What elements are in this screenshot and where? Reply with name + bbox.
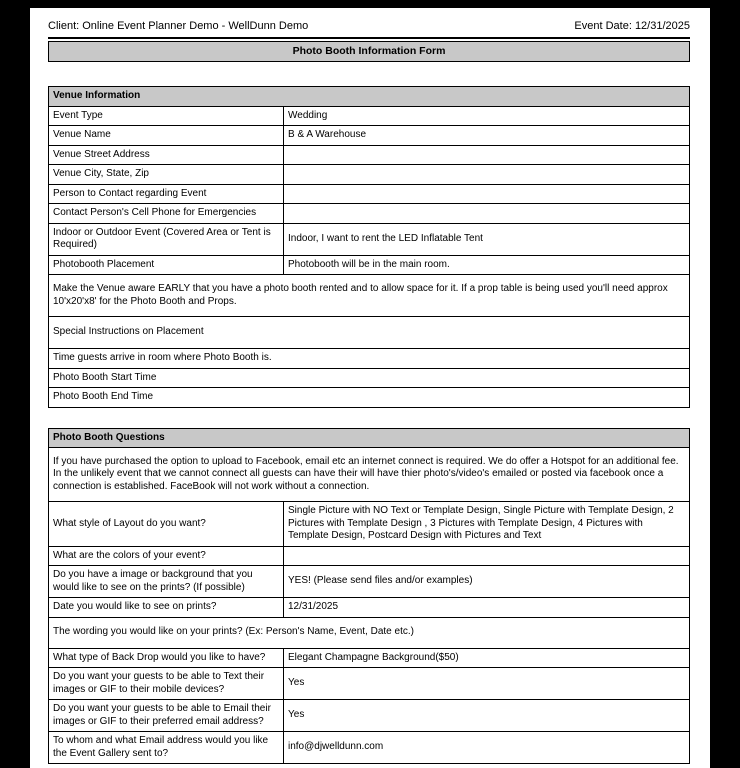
table-row bbox=[49, 566, 690, 598]
field-value: Yes bbox=[284, 700, 690, 732]
table-note-row bbox=[49, 448, 690, 502]
table-row bbox=[49, 255, 690, 275]
photo-booth-questions-table bbox=[48, 428, 690, 765]
note-text: If you have purchased the option to upload to Facebook, email etc an internet connect is required. We do offer a Hotspot for an additional fee. In the unlikely event that we cannot connect all guests can have their will have thier photo's/video's emailed or posted via facebook once a connection is established. FaceBook will not work without a connection. bbox=[49, 448, 690, 502]
table-row bbox=[49, 145, 690, 165]
table-note-row bbox=[49, 275, 690, 317]
field-label: Venue Name bbox=[49, 126, 284, 146]
field-label: Indoor or Outdoor Event (Covered Area or Tent is Required) bbox=[49, 223, 284, 255]
table-row bbox=[49, 223, 690, 255]
client-label: Client: Online Event Planner Demo - WellDunn Demo bbox=[48, 20, 309, 32]
field-label: Venue Street Address bbox=[49, 145, 284, 165]
field-value bbox=[284, 204, 690, 224]
table-row bbox=[49, 732, 690, 764]
table-row bbox=[49, 106, 690, 126]
table-section-header-row bbox=[49, 87, 690, 107]
field-label: Person to Contact regarding Event bbox=[49, 184, 284, 204]
field-value: Single Picture with NO Text or Template Design, Single Picture with Template Design, 2 Pictures with Template Design , 3 Pictures with Template Design, 4 Pictures with Template Design, Postcard Design with Pictures and Text bbox=[284, 502, 690, 547]
table-row bbox=[49, 668, 690, 700]
field-value: YES! (Please send files and/or examples) bbox=[284, 566, 690, 598]
field-value bbox=[284, 165, 690, 185]
table-row bbox=[49, 546, 690, 566]
field-label: Do you have a image or background that you would like to see on the prints? (If possible) bbox=[49, 566, 284, 598]
table-row bbox=[49, 126, 690, 146]
field-value: Photobooth will be in the main room. bbox=[284, 255, 690, 275]
spacer bbox=[48, 408, 690, 428]
section-title: Venue Information bbox=[49, 87, 690, 107]
note-text: Make the Venue aware EARLY that you have a photo booth rented and to allow space for it. If a prop table is being used you'll need approx 10'x20'x8' for the Photo Booth and Props. bbox=[49, 275, 690, 317]
spacer bbox=[48, 62, 690, 86]
table-row bbox=[49, 502, 690, 547]
field-label: Venue City, State, Zip bbox=[49, 165, 284, 185]
table-row bbox=[49, 700, 690, 732]
field-label: Contact Person's Cell Phone for Emergencies bbox=[49, 204, 284, 224]
field-label: What type of Back Drop would you like to have? bbox=[49, 648, 284, 668]
field-label: Time guests arrive in room where Photo Booth is. bbox=[49, 349, 690, 369]
field-label: Photobooth Placement bbox=[49, 255, 284, 275]
section-title: Photo Booth Questions bbox=[49, 428, 690, 448]
field-value: Yes bbox=[284, 668, 690, 700]
document-header bbox=[48, 20, 690, 37]
table-row bbox=[49, 368, 690, 388]
field-value bbox=[284, 145, 690, 165]
table-row bbox=[49, 204, 690, 224]
field-label: Photo Booth Start Time bbox=[49, 368, 690, 388]
field-label: The wording you would like on your prints? (Ex: Person's Name, Event, Date etc.) bbox=[49, 617, 690, 648]
table-row bbox=[49, 184, 690, 204]
table-row bbox=[49, 349, 690, 369]
form-page bbox=[30, 8, 710, 768]
table-row bbox=[49, 648, 690, 668]
field-value: Indoor, I want to rent the LED Inflatable Tent bbox=[284, 223, 690, 255]
field-label: What style of Layout do you want? bbox=[49, 502, 284, 547]
table-section-header-row bbox=[49, 428, 690, 448]
field-value bbox=[284, 546, 690, 566]
table-row bbox=[49, 598, 690, 618]
event-date-label: Event Date: 12/31/2025 bbox=[574, 20, 690, 32]
field-label: To whom and what Email address would you like the Event Gallery sent to? bbox=[49, 732, 284, 764]
field-label: Event Type bbox=[49, 106, 284, 126]
table-row bbox=[49, 388, 690, 408]
page-title: Photo Booth Information Form bbox=[48, 41, 690, 62]
table-row bbox=[49, 617, 690, 648]
field-value: Wedding bbox=[284, 106, 690, 126]
field-label: Date you would like to see on prints? bbox=[49, 598, 284, 618]
table-row bbox=[49, 317, 690, 349]
field-value: B & A Warehouse bbox=[284, 126, 690, 146]
field-label: What are the colors of your event? bbox=[49, 546, 284, 566]
field-label: Do you want your guests to be able to Text their images or GIF to their mobile devices? bbox=[49, 668, 284, 700]
table-row bbox=[49, 165, 690, 185]
field-value: Elegant Champagne Background($50) bbox=[284, 648, 690, 668]
field-value: info@djwelldunn.com bbox=[284, 732, 690, 764]
field-label: Photo Booth End Time bbox=[49, 388, 690, 408]
field-value: 12/31/2025 bbox=[284, 598, 690, 618]
venue-information-table bbox=[48, 86, 690, 408]
field-label: Special Instructions on Placement bbox=[49, 317, 690, 349]
field-value bbox=[284, 184, 690, 204]
header-divider bbox=[48, 37, 690, 39]
field-label: Do you want your guests to be able to Email their images or GIF to their preferred email address? bbox=[49, 700, 284, 732]
